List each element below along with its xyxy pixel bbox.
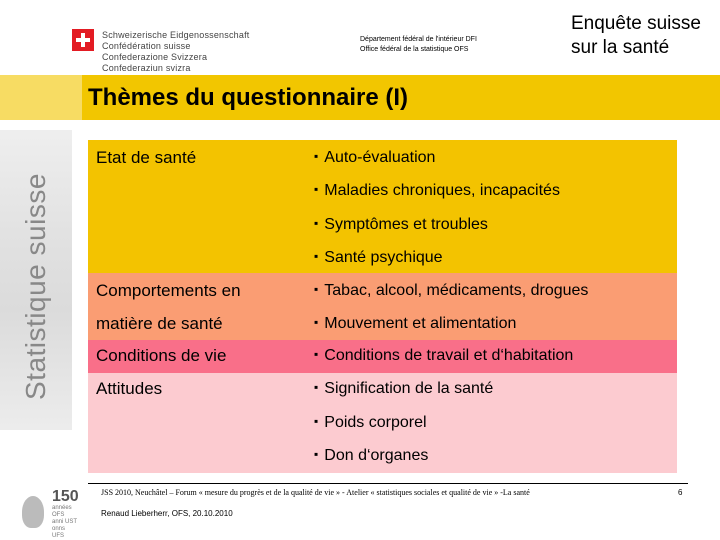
survey-title: [571, 12, 701, 60]
list-item: ▪ Maladies chroniques, incapacités: [314, 181, 560, 201]
logo-text-line: UFS: [52, 533, 64, 539]
list-item: ▪ Mouvement et alimentation: [314, 314, 516, 334]
footer-author: Renaud Lieberherr, OFS, 20.10.2010: [101, 509, 233, 518]
anniversary-logo-text: [52, 505, 77, 540]
confederation-line: Confederazione Svizzera: [102, 52, 208, 62]
swiss-flag-icon: [72, 29, 94, 51]
section-attitudes: [88, 373, 677, 473]
list-item: ▪ Auto-évaluation: [314, 148, 435, 168]
confederation-line: Confédération suisse: [102, 41, 191, 51]
list-item: ▪ Santé psychique: [314, 248, 443, 268]
list-item: ▪ Conditions de travail et d‘habitation: [314, 346, 573, 366]
confederation-names: [102, 30, 249, 74]
footer-event: JSS 2010, Neuchâtel – Forum « mesure du progrès et de la qualité de vie » - Atelier « statistiques sociales et qualité de vie » -La santé: [101, 488, 530, 497]
section-health-status: [88, 140, 677, 273]
list-item: ▪ Don d‘organes: [314, 446, 428, 466]
department-block: [360, 35, 477, 55]
logo-text-line: anni UST: [52, 519, 78, 525]
section-label: Conditions de vie: [96, 346, 227, 365]
list-item: ▪ Signification de la santé: [314, 379, 493, 399]
survey-title-line: sur la santé: [571, 37, 670, 58]
department-line: Département fédéral de l'intérieur DFI: [360, 36, 477, 43]
anniversary-logo-icon: [22, 496, 44, 528]
page-title: Thèmes du questionnaire (I): [88, 84, 409, 111]
office-line: Office fédéral de la statistique OFS: [360, 46, 469, 53]
anniversary-logo-number: 150: [52, 488, 79, 505]
list-item: ▪ Poids corporel: [314, 413, 427, 433]
footer-divider: [88, 483, 688, 484]
title-band-accent: [0, 75, 82, 120]
list-item: ▪ Tabac, alcool, médicaments, drogues: [314, 281, 588, 301]
logo-text-line: OFS: [52, 512, 65, 518]
side-watermark: Statistique suisse: [20, 173, 51, 400]
confederation-line: Schweizerische Eidgenossenschaft: [102, 30, 250, 40]
logo-text-line: onns: [52, 526, 66, 532]
logo-text-line: années: [52, 505, 72, 511]
section-living-conditions: [88, 340, 677, 373]
page-number: 6: [678, 488, 683, 497]
survey-title-line: Enquête suisse: [571, 13, 701, 34]
confederation-line: Confederaziun svizra: [102, 63, 191, 73]
list-item: ▪ Symptômes et troubles: [314, 215, 488, 235]
section-label: Comportements en: [96, 281, 241, 300]
section-label: Etat de santé: [96, 148, 197, 167]
section-health-behaviour: [88, 273, 677, 340]
section-label: Attitudes: [96, 379, 163, 398]
section-label: matière de santé: [96, 314, 223, 333]
